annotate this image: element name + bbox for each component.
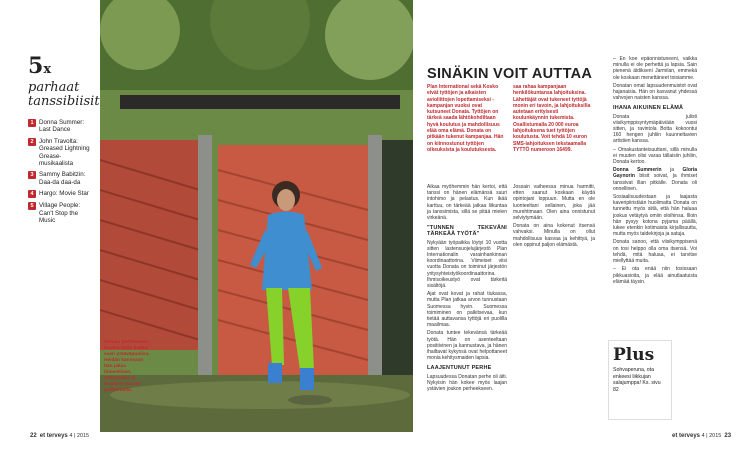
sidebar-count: 5x bbox=[28, 53, 52, 79]
paragraph: Sosiaalisuudestaan ja laajasta kaveripiiristään huolimatta Donata on tunnettu myös siitä, että hän haluaa joskus vetäytyä omiin oloihinsa. Illoin hän pysyy kotona pyjama päällä, lukee etenkin kotimaista kirjallisuutta, mutta myös taidekirjoja ja satuja. bbox=[613, 194, 697, 238]
paragraph: Donata on aina kokenut itsensä vahvaksi. Minulla on ollut mahdollisuus kasvaa ja kehittyä, ja olen oppinut paljon elämästä. bbox=[513, 223, 595, 248]
page-folio-right: et terveys 4 | 2015 23 bbox=[672, 433, 732, 439]
paragraph: – En koe epäonnistuneeni, vaikka minulla ei ole perhettä ja lapsia. Sain pienenä äidikseni Jarmilan, emmekä ole koskaan menettäneet toisiamme. bbox=[613, 56, 697, 81]
subheading: IHANA AIKUINEN ELÄMÄ bbox=[613, 105, 684, 112]
subheading: "TUNNEN TEKEVÄNI TÄRKEÄÄ TYÖTÄ" bbox=[427, 225, 507, 238]
song-item: 2 John Travolta: Greased Lightning Grease-musikaalista bbox=[28, 138, 94, 168]
song-item: 4 Hargo: Movie Star bbox=[28, 190, 94, 198]
plus-box bbox=[608, 340, 672, 420]
paragraph: Lapsuudessa Donatan perhe oli äiti. Nykyisin hän kokee myös laajan ystävien joukon perheekseen. bbox=[427, 373, 507, 393]
song-item: 5 Village People: Can't Stop the Music bbox=[28, 202, 94, 224]
paragraph: Ajat ovat kovat ja rahat tiukassa, mutta Plan jatkaa arvon tunnustaan Suomessa hyvin. Suomessa toimiminen on palkitsevaa, kun tietää auttavansa tyttöjä eri puolilla maailmaa. bbox=[427, 291, 507, 329]
article-headline: SINÄKIN VOIT AUTTAA bbox=[427, 66, 593, 82]
paragraph: Nykyään työpaikka löytyi 10 vuotta sitten lastensuojelujärjestö Plan Internationalin varainhankinnan koordinaattorina. Viimeiset viisi vuotta Donata on toiminut järjestön yritysyhteistyökoordinaattorina. Ihmisoikeustyö ovat tärkeitä sisältöjä. bbox=[427, 239, 507, 290]
paragraph: – Omakustanteisuuttani, sillä minulla ei muuten olisi varaa tällaisiin juhliin, Donata kertoo. bbox=[613, 146, 697, 166]
paragraph: Donata julisti viisikymppisyntymäpäiviään vuosi sitten, ja ravintola Botta kokoontui 160 hengen juhliin kuunneltavien artistien kanssa. bbox=[613, 113, 697, 145]
body-column-3 bbox=[613, 56, 697, 287]
paragraph: Jossain vaiheessa minua harmitti, etten saanut koskaan käydä opintojani loppuun. Mutta en ole luonteeltani sellainen, joka jää murehtimaan. Olen aina onnistunut selviytymään. bbox=[513, 184, 595, 222]
paragraph: Donata sanoo, että viisikymppisenä on tosi helppo olla oma itsensä. Voi tehdä, mitä haluaa, ei tarvitse miellyttää muita. bbox=[613, 239, 697, 265]
dance-songs-sidebar bbox=[28, 53, 100, 228]
plus-text: Sohvaperuna, ota enkeesi liikkujan salajumppa! Ks. sivu 82 bbox=[613, 367, 661, 393]
page-folio-left: 22 et terveys 4 | 2015 bbox=[30, 433, 90, 439]
lead-column-b: saa rahaa kampanjaan henkilökuntansa lahjoituksina. Lähettäjät ovat tukeneet tyttöjä monin eri tavoin, ja lahjoituksilla autetaan erityisesti koulunkäynnin tukemista. Osallistumalla 20 000 euroa lahjoituksena tuet tyttöjen koulutusta. Voit tehdä 10 euron SMS-lahjoituksen tekstaamalla TYTTÖ numeroon 16499. bbox=[513, 84, 591, 153]
paragraph: Donna Summerin ja Gloria Gaynorin biisit soivat, ja ihmiset tanssivat illan pitkälle. Donata oli onnellinen. bbox=[613, 167, 697, 192]
song-item: 1 Donna Summer: Last Dance bbox=[28, 119, 94, 134]
song-list bbox=[28, 119, 94, 224]
paragraph: Aikaa myöhemmin hän kertoi, että tanssi on hänen elämänsä suuri intohimo ja pelastus. Kun ikää karttuu, on tärkeää jatkaa liikuntaa ja tanssimista, sillä se pitää mielen virkeänä. bbox=[427, 184, 507, 222]
lead-column-a: Plan International sekä Kosko eivät tyttöjen ja aikaisten avioliittojen lopettamiseksi -kampanjan vuoksi ovat kutsuneet Donata. Tyttöjen on tärkeä saada lähtökohdiltaan hyvä koulutus ja mahdollisuus elää oma elämä. Donata on pitkään tukenut kampanjaa. Hän on kiinnostunut tyttöjen oikeuksista ja koulutuksesta. bbox=[427, 84, 504, 153]
photo-caption: Donata perheeseen kuuluu äidin lisäksi saari ystäväpuoliso. Heidän kanssaan hän jakaa ihmeellisen, ystävyyden ja kesäisen saaren golfkentällä. bbox=[104, 340, 150, 393]
song-item: 3 Sammy Babitzin: Daa-da daa-da bbox=[28, 171, 94, 186]
body-column-2 bbox=[513, 184, 595, 250]
paragraph: – Ei ota enää niin tosissaan pikkuasioita, ja elää ainutlaatuista elämää täysin. bbox=[613, 266, 697, 285]
paragraph: Donata tuntee tekevänsä tärkeää työtä. Hän on asenteeltaan positiivinen ja kannustava, ja hänen ihailtavat kykynsä ovat helpottaneet monia kehitysmaiden lapsia. bbox=[427, 330, 507, 362]
sidebar-title: parhaat tanssibiisit bbox=[28, 80, 100, 109]
plus-label: Plus bbox=[613, 345, 655, 365]
body-column-1 bbox=[427, 184, 507, 394]
subheading: LAAJENTUNUT PERHE bbox=[427, 365, 492, 372]
paragraph: Donatan omat lapsuudenmuistot ovat hajanaisia. Hän on kasvanut yhdessä vahvojen naisten kanssa. bbox=[613, 82, 697, 102]
